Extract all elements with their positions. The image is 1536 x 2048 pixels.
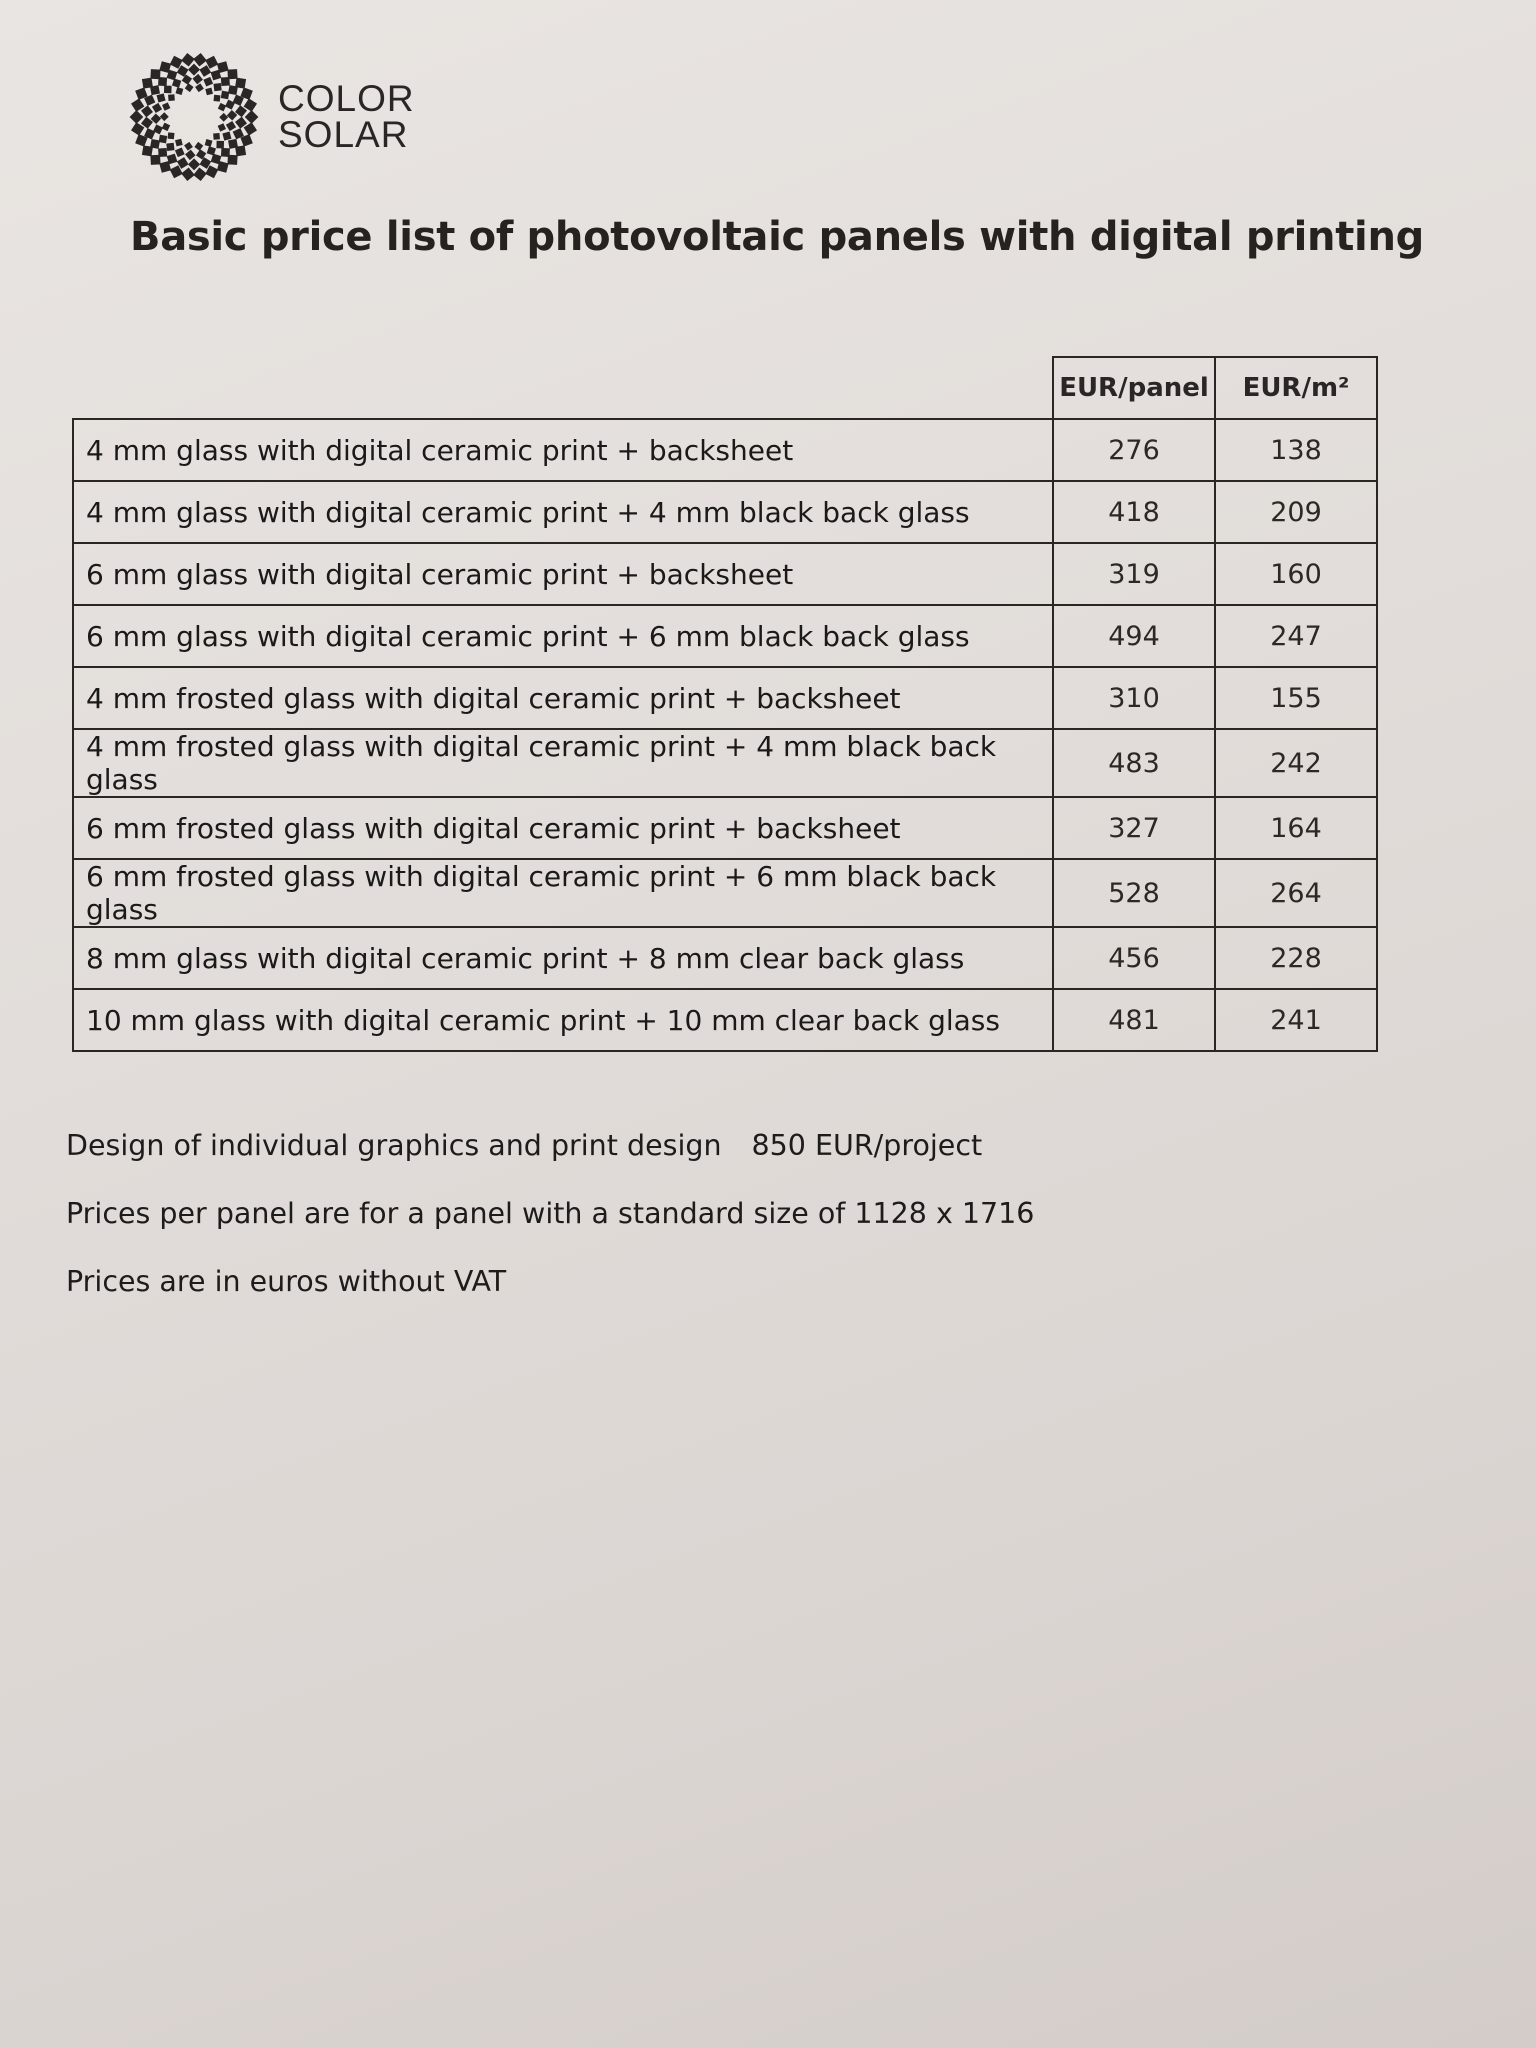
brand-line-1: COLOR: [278, 78, 415, 119]
row-description: 6 mm glass with digital ceramic print + 6 mm black back glass: [73, 605, 1053, 667]
brand-logo: [124, 52, 415, 182]
sunburst-dots-icon: [124, 52, 264, 182]
row-eur-m2: 155: [1215, 667, 1377, 729]
table-row: [73, 605, 1377, 667]
row-eur-m2: 247: [1215, 605, 1377, 667]
row-eur-m2: 138: [1215, 419, 1377, 481]
row-description: 4 mm frosted glass with digital ceramic print + 4 mm black back glass: [73, 729, 1053, 797]
row-description: 10 mm glass with digital ceramic print + 10 mm clear back glass: [73, 989, 1053, 1051]
row-eur-m2: 241: [1215, 989, 1377, 1051]
note-design-label: Design of individual graphics and print design: [66, 1129, 722, 1162]
row-eur-m2: 264: [1215, 859, 1377, 927]
header-eur-panel: EUR/panel: [1053, 357, 1215, 419]
header-eur-m2: EUR/m²: [1215, 357, 1377, 419]
note-design-value: 850 EUR/project: [751, 1129, 983, 1162]
note-vat: Prices are in euros without VAT: [66, 1265, 507, 1298]
table-header-row: [73, 357, 1377, 419]
price-table: [72, 356, 1378, 1052]
row-description: 4 mm frosted glass with digital ceramic print + backsheet: [73, 667, 1053, 729]
row-description: 4 mm glass with digital ceramic print + backsheet: [73, 419, 1053, 481]
table-row: [73, 667, 1377, 729]
table-row: [73, 543, 1377, 605]
row-description: 4 mm glass with digital ceramic print + 4 mm black back glass: [73, 481, 1053, 543]
row-eur-m2: 164: [1215, 797, 1377, 859]
row-eur-panel: 327: [1053, 797, 1215, 859]
row-eur-panel: 276: [1053, 419, 1215, 481]
row-description: 8 mm glass with digital ceramic print + 8 mm clear back glass: [73, 927, 1053, 989]
row-eur-panel: 494: [1053, 605, 1215, 667]
row-eur-panel: 481: [1053, 989, 1215, 1051]
row-description: 6 mm glass with digital ceramic print + backsheet: [73, 543, 1053, 605]
row-eur-m2: 209: [1215, 481, 1377, 543]
row-eur-m2: 228: [1215, 927, 1377, 989]
row-eur-panel: 418: [1053, 481, 1215, 543]
row-description: 6 mm frosted glass with digital ceramic print + backsheet: [73, 797, 1053, 859]
note-panel-size: Prices per panel are for a panel with a standard size of 1128 x 1716: [66, 1197, 1035, 1230]
row-eur-m2: 242: [1215, 729, 1377, 797]
table-row: [73, 859, 1377, 927]
table-row: [73, 797, 1377, 859]
notes: [66, 1112, 1034, 1316]
row-eur-panel: 319: [1053, 543, 1215, 605]
brand-name: [278, 78, 415, 155]
table-row: [73, 927, 1377, 989]
row-description: 6 mm frosted glass with digital ceramic print + 6 mm black back glass: [73, 859, 1053, 927]
table-row: [73, 419, 1377, 481]
table-row: [73, 729, 1377, 797]
table-row: [73, 481, 1377, 543]
table-header-blank: [73, 357, 1053, 419]
table-row: [73, 989, 1377, 1051]
row-eur-panel: 483: [1053, 729, 1215, 797]
row-eur-panel: 456: [1053, 927, 1215, 989]
row-eur-panel: 528: [1053, 859, 1215, 927]
row-eur-panel: 310: [1053, 667, 1215, 729]
note-design: [66, 1112, 1034, 1180]
brand-line-2: SOLAR: [278, 114, 409, 155]
page-title: Basic price list of photovoltaic panels with digital printing: [130, 214, 1424, 260]
row-eur-m2: 160: [1215, 543, 1377, 605]
